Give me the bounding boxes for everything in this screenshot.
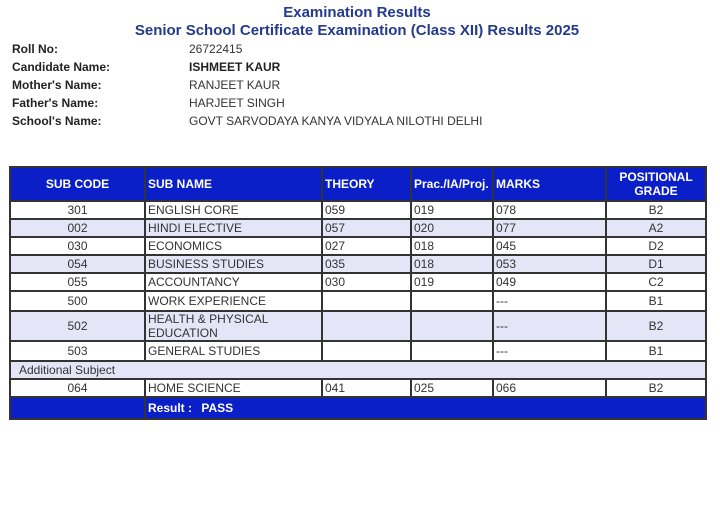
sub-name-cell: GENERAL STUDIES <box>145 341 322 361</box>
grade-cell: B2 <box>606 311 706 341</box>
theory-cell: 059 <box>322 201 411 219</box>
result-row <box>10 397 706 419</box>
marks-cell: 053 <box>493 255 606 273</box>
table-row <box>10 311 706 341</box>
prac-cell <box>411 311 493 341</box>
grade-cell: B1 <box>606 291 706 311</box>
prac-cell <box>411 341 493 361</box>
header-theory: THEORY <box>322 167 411 201</box>
results-table <box>9 166 707 420</box>
marks-cell: 077 <box>493 219 606 237</box>
prac-cell: 019 <box>411 273 493 291</box>
table-row <box>10 219 706 237</box>
result-cell <box>145 397 706 419</box>
prac-cell: 018 <box>411 237 493 255</box>
page-title: Examination Results <box>283 4 431 21</box>
mother-name-value: RANJEET KAUR <box>189 78 281 92</box>
school-name-label: School's Name: <box>12 114 102 128</box>
father-name-value: HARJEET SINGH <box>189 96 285 110</box>
prac-cell: 018 <box>411 255 493 273</box>
table-row <box>10 379 706 397</box>
marks-cell: 049 <box>493 273 606 291</box>
page-header <box>0 4 714 40</box>
sub-code-cell: 500 <box>10 291 145 311</box>
header-sub-name: SUB NAME <box>145 167 322 201</box>
sub-code-cell: 030 <box>10 237 145 255</box>
sub-code-cell: 064 <box>10 379 145 397</box>
header-marks: MARKS <box>493 167 606 201</box>
table-row <box>10 201 706 219</box>
grade-cell: D2 <box>606 237 706 255</box>
table-row <box>10 273 706 291</box>
grade-cell: B2 <box>606 379 706 397</box>
sub-name-cell: HOME SCIENCE <box>145 379 322 397</box>
theory-cell: 057 <box>322 219 411 237</box>
roll-no-value: 26722415 <box>189 42 243 56</box>
marks-cell: --- <box>493 311 606 341</box>
roll-no-label: Roll No: <box>12 42 58 56</box>
candidate-name-label: Candidate Name: <box>12 60 111 74</box>
marks-cell: 066 <box>493 379 606 397</box>
page-subtitle: Senior School Certificate Examination (Class XII) Results 2025 <box>134 22 580 39</box>
prac-cell: 020 <box>411 219 493 237</box>
sub-code-cell: 055 <box>10 273 145 291</box>
prac-cell: 025 <box>411 379 493 397</box>
sub-code-cell: 002 <box>10 219 145 237</box>
theory-cell: 030 <box>322 273 411 291</box>
table-row <box>10 255 706 273</box>
grade-cell: B2 <box>606 201 706 219</box>
marks-cell: 078 <box>493 201 606 219</box>
sub-name-cell: ENGLISH CORE <box>145 201 322 219</box>
result-spacer-cell <box>10 397 145 419</box>
table-row <box>10 291 706 311</box>
result-value: PASS <box>201 401 234 415</box>
marks-cell: --- <box>493 341 606 361</box>
sub-name-cell: BUSINESS STUDIES <box>145 255 322 273</box>
sub-code-cell: 301 <box>10 201 145 219</box>
header-prac: Prac./IA/Proj. <box>411 167 493 201</box>
sub-name-cell: WORK EXPERIENCE <box>145 291 322 311</box>
prac-cell <box>411 291 493 311</box>
sub-code-cell: 054 <box>10 255 145 273</box>
prac-cell: 019 <box>411 201 493 219</box>
sub-name-cell: ECONOMICS <box>145 237 322 255</box>
sub-name-cell: ACCOUNTANCY <box>145 273 322 291</box>
sub-name-cell: HEALTH & PHYSICAL EDUCATION <box>145 311 322 341</box>
theory-cell: 041 <box>322 379 411 397</box>
mother-name-label: Mother's Name: <box>12 78 102 92</box>
result-label: Result : <box>148 401 193 415</box>
table-row <box>10 237 706 255</box>
table-row <box>10 341 706 361</box>
theory-cell <box>322 311 411 341</box>
marks-cell: 045 <box>493 237 606 255</box>
theory-cell: 027 <box>322 237 411 255</box>
header-positional-grade <box>606 167 706 201</box>
additional-subject-label: Additional Subject <box>10 361 706 379</box>
additional-subject-row <box>10 361 706 379</box>
header-sub-code: SUB CODE <box>10 167 145 201</box>
grade-cell: A2 <box>606 219 706 237</box>
school-name-value: GOVT SARVODAYA KANYA VIDYALA NILOTHI DELHI <box>189 114 483 128</box>
marks-cell: --- <box>493 291 606 311</box>
theory-cell: 035 <box>322 255 411 273</box>
grade-cell: D1 <box>606 255 706 273</box>
sub-code-cell: 503 <box>10 341 145 361</box>
grade-cell: B1 <box>606 341 706 361</box>
table-header-row <box>10 167 706 201</box>
header-grade-line1: POSITIONAL <box>619 170 693 184</box>
sub-name-cell: HINDI ELECTIVE <box>145 219 322 237</box>
header-grade-line2: GRADE <box>634 184 678 198</box>
sub-code-cell: 502 <box>10 311 145 341</box>
candidate-name-value: ISHMEET KAUR <box>189 60 281 74</box>
theory-cell <box>322 291 411 311</box>
grade-cell: C2 <box>606 273 706 291</box>
father-name-label: Father's Name: <box>12 96 99 110</box>
theory-cell <box>322 341 411 361</box>
